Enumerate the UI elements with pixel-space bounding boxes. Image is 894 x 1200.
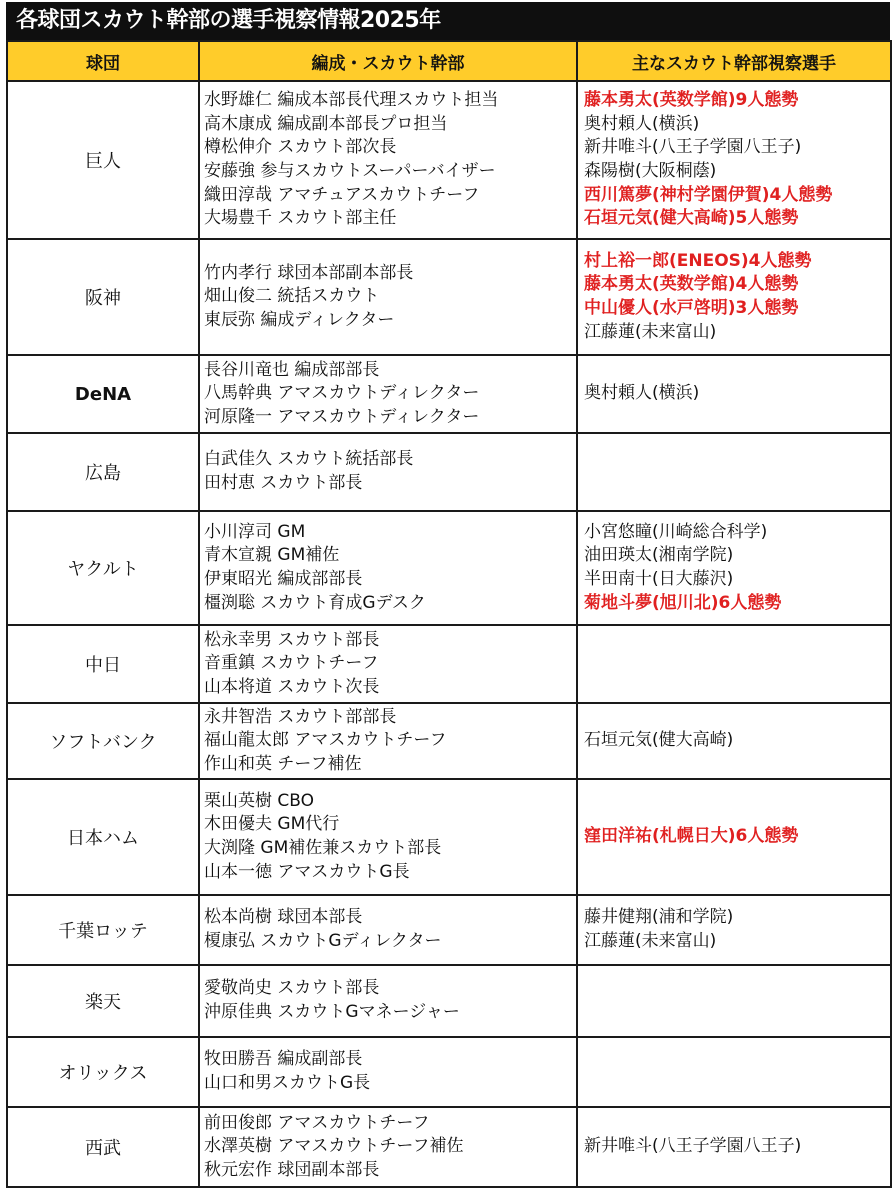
scout-entry: 福山龍太郎 アマスカウトチーフ: [204, 730, 447, 751]
scout-entry: 水野雄仁 編成本部長代理スカウト担当: [204, 90, 499, 111]
team-cell: 西武: [7, 1107, 199, 1187]
header-row: [7, 41, 891, 81]
table-row: [7, 239, 891, 355]
players-cell: [577, 433, 891, 511]
scouts-cell: [199, 81, 577, 239]
scout-entry: 榎康弘 スカウトGディレクター: [204, 931, 442, 951]
player-entry: 新井唯斗(八王子学園八王子): [584, 137, 802, 158]
scout-entry: 安藤強 参与スカウトスーパーバイザー: [204, 161, 496, 181]
scouts-cell: [199, 1037, 577, 1107]
scout-entry: 八馬幹典 アマスカウトディレクター: [204, 383, 480, 404]
scouts-cell: [199, 1107, 577, 1187]
player-entry: 藤井健翔(浦和学院): [584, 907, 734, 928]
players-cell: [577, 355, 891, 433]
scout-entry: 山口和男スカウトG長: [204, 1073, 371, 1093]
scout-entry: 橿渕聡 スカウト育成Gデスク: [204, 592, 426, 613]
table-row: [7, 1107, 891, 1187]
scout-entry: 伊東昭光 編成部部長: [204, 569, 363, 589]
team-cell: ソフトバンク: [7, 703, 199, 779]
scouts-cell: [199, 895, 577, 965]
scout-entry: 木田優夫 GM代行: [204, 814, 340, 835]
scout-entry: 牧田勝吾 編成副部長: [204, 1049, 363, 1070]
scout-entry: 永井智浩 スカウト部部長: [204, 706, 397, 727]
player-entry: 小宮悠瞳(川崎総合科学): [584, 521, 768, 542]
players-cell: [577, 703, 891, 779]
player-entry-highlighted: 西川篤夢(神村学園伊賀)4人態勢: [584, 184, 833, 205]
player-entry: 江藤蓮(未来富山): [584, 321, 717, 342]
table-row: [7, 703, 891, 779]
player-entry: 奥村頼人(横浜): [584, 113, 700, 134]
table-row: [7, 433, 891, 511]
team-cell: 楽天: [7, 965, 199, 1037]
scout-entry: 織田淳哉 アマチュアスカウトチーフ: [204, 184, 480, 205]
player-entry-highlighted: 中山優人(水戸啓明)3人態勢: [584, 298, 799, 318]
table-body: [7, 81, 891, 1187]
scout-entry: 秋元宏作 球団副本部長: [204, 1159, 380, 1180]
players-cell: [577, 965, 891, 1037]
scouts-cell: [199, 239, 577, 355]
player-entry: 奥村頼人(横浜): [584, 383, 700, 404]
player-entry: 半田南十(日大藤沢): [584, 569, 734, 589]
scout-table: [6, 40, 892, 1188]
scout-entry: 白武佳久 スカウト統括部長: [204, 449, 414, 470]
scouts-cell: [199, 703, 577, 779]
player-entry-highlighted: 菊地斗夢(旭川北)6人態勢: [584, 592, 782, 613]
players-cell: [577, 1037, 891, 1107]
table-row: [7, 1037, 891, 1107]
table-row: [7, 81, 891, 239]
scout-entry: 水澤英樹 アマスカウトチーフ補佐: [204, 1136, 464, 1157]
scout-entry: 長谷川竜也 編成部部長: [204, 359, 380, 380]
scout-entry: 河原隆一 アマスカウトディレクター: [204, 406, 480, 427]
sheet-title: 各球団スカウト幹部の選手視察情報2025年: [6, 2, 890, 40]
scout-entry: 高木康成 編成副本部長プロ担当: [204, 113, 448, 134]
table-row: [7, 355, 891, 433]
players-cell: [577, 625, 891, 703]
table-row: [7, 625, 891, 703]
scout-entry: 小川淳司 GM: [204, 521, 306, 542]
scout-entry: 田村恵 スカウト部長: [204, 473, 363, 493]
team-cell: オリックス: [7, 1037, 199, 1107]
team-cell: 日本ハム: [7, 779, 199, 895]
player-entry-highlighted: 石垣元気(健大高崎)5人態勢: [584, 208, 799, 229]
scout-entry: 松永幸男 スカウト部長: [204, 629, 380, 650]
players-cell: [577, 779, 891, 895]
scout-entry: 前田俊郎 アマスカウトチーフ: [204, 1112, 430, 1133]
scout-entry: 松本尚樹 球団本部長: [204, 907, 363, 928]
team-cell: 千葉ロッテ: [7, 895, 199, 965]
scout-entry: 愛敬尚史 スカウト部長: [204, 978, 380, 999]
player-entry-highlighted: 窪田洋祐(札幌日大)6人態勢: [584, 826, 799, 847]
players-cell: [577, 1107, 891, 1187]
team-cell: 中日: [7, 625, 199, 703]
team-cell: 巨人: [7, 81, 199, 239]
table-row: [7, 965, 891, 1037]
players-cell: [577, 895, 891, 965]
scouts-cell: [199, 779, 577, 895]
scout-entry: 東辰弥 編成ディレクター: [204, 309, 395, 330]
player-entry-highlighted: 村上裕一郎(ENEOS)4人態勢: [584, 250, 812, 271]
header-scouts: 編成・スカウト幹部: [199, 41, 577, 81]
scouts-cell: [199, 965, 577, 1037]
scout-entry: 樽松伸介 スカウト部次長: [204, 137, 397, 158]
scout-entry: 山本一徳 アマスカウトG長: [204, 861, 410, 882]
scouts-cell: [199, 355, 577, 433]
player-entry-highlighted: 藤本勇太(英数学館)9人態勢: [584, 90, 799, 111]
scout-entry: 竹内孝行 球団本部副本部長: [204, 262, 414, 283]
team-cell: 広島: [7, 433, 199, 511]
team-cell: DeNA: [7, 355, 199, 433]
players-cell: [577, 81, 891, 239]
players-cell: [577, 511, 891, 625]
scout-entry: 青木宣親 GM補佐: [204, 545, 340, 566]
scout-entry: 栗山英樹 CBO: [204, 790, 315, 811]
scout-entry: 音重鎮 スカウトチーフ: [204, 653, 379, 674]
player-entry: 森陽樹(大阪桐蔭): [584, 161, 717, 181]
scouts-cell: [199, 433, 577, 511]
scouts-cell: [199, 511, 577, 625]
scout-entry: 沖原佳典 スカウトGマネージャー: [204, 1002, 460, 1022]
header-players: 主なスカウト幹部視察選手: [577, 41, 891, 81]
player-entry: 石垣元気(健大高崎): [584, 730, 734, 751]
scout-entry: 畑山俊二 統括スカウト: [204, 286, 380, 307]
scout-entry: 大渕隆 GM補佐兼スカウト部長: [204, 838, 442, 858]
table-row: [7, 511, 891, 625]
player-entry: 油田瑛太(湘南学院): [584, 545, 734, 566]
header-team: 球団: [7, 41, 199, 81]
scouts-cell: [199, 625, 577, 703]
players-cell: [577, 239, 891, 355]
table-row: [7, 895, 891, 965]
player-entry-highlighted: 藤本勇太(英数学館)4人態勢: [584, 274, 799, 295]
team-cell: ヤクルト: [7, 511, 199, 625]
scout-entry: 作山和英 チーフ補佐: [204, 753, 362, 774]
player-entry: 新井唯斗(八王子学園八王子): [584, 1136, 802, 1157]
scout-entry: 山本将道 スカウト次長: [204, 676, 380, 697]
team-cell: 阪神: [7, 239, 199, 355]
player-entry: 江藤蓮(未来富山): [584, 931, 717, 951]
table-row: [7, 779, 891, 895]
scout-entry: 大場豊千 スカウト部主任: [204, 208, 397, 229]
